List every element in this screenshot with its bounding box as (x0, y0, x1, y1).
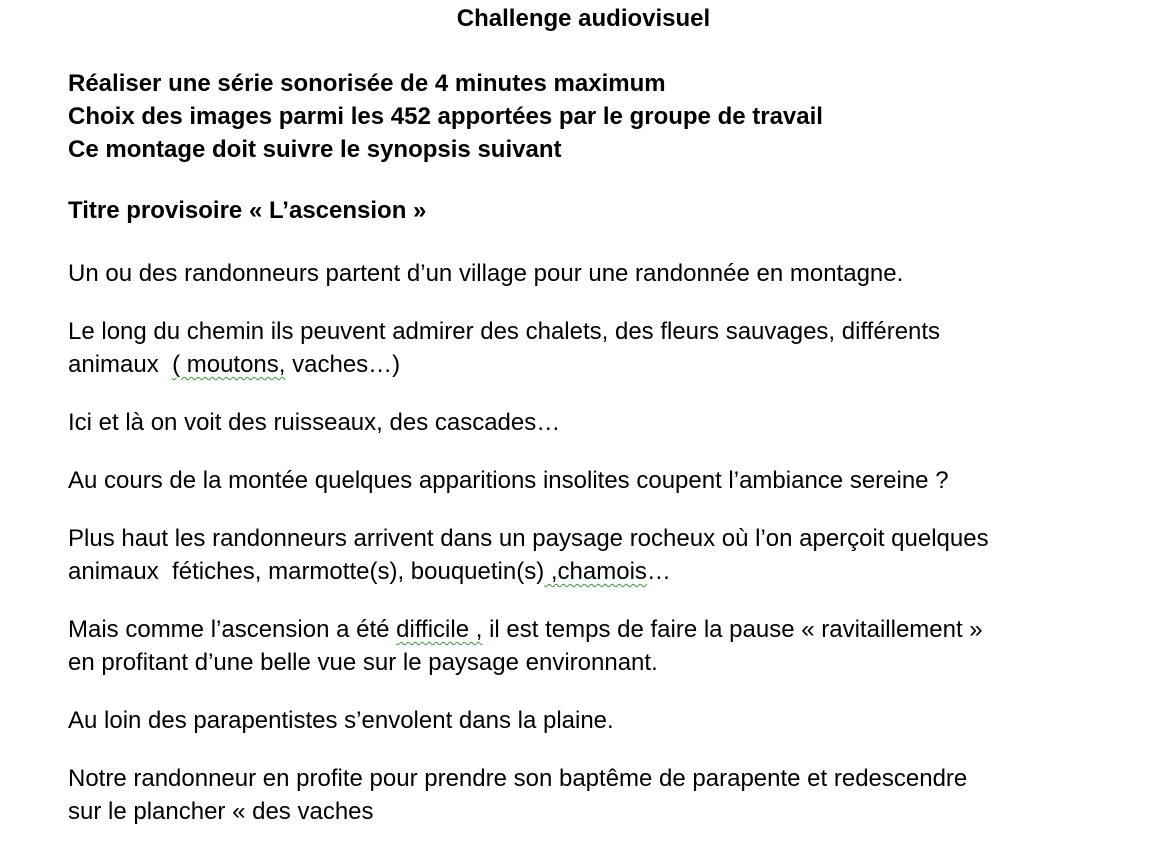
text-line (68, 795, 1137, 828)
paragraph (68, 464, 1137, 497)
paragraph (68, 762, 1137, 828)
brief-line: Ce montage doit suivre le synopsis suivant (68, 136, 562, 163)
text-line (68, 348, 1137, 381)
text-segment: animaux fétiches, marmotte(s), bouquetin(s) (68, 558, 545, 585)
text-line (68, 406, 1137, 439)
text-segment: Mais comme l’ascension a été (68, 616, 397, 643)
brief-block (68, 67, 1137, 166)
text-segment: … (646, 558, 671, 585)
text-segment: Ici et là on voit des ruisseaux, des cascades… (68, 409, 561, 436)
text-segment: animaux (68, 351, 173, 378)
document-title: Challenge audiovisuel (456, 5, 711, 32)
text-line (68, 646, 1137, 679)
paragraph (68, 704, 1137, 737)
spellcheck-underlined-text: difficile , (396, 616, 483, 643)
text-segment: en profitant d’une belle vue sur le paysage environnant. (68, 649, 658, 676)
text-line (68, 555, 1137, 588)
paragraph (68, 315, 1137, 381)
brief-line: Réaliser une série sonorisée de 4 minutes maximum (68, 70, 666, 97)
spellcheck-underlined-text: ( moutons, (172, 351, 286, 378)
text-line (68, 762, 1137, 795)
text-line (68, 257, 1137, 290)
text-line (68, 522, 1137, 555)
spellcheck-underlined-text: ,chamois (544, 558, 647, 585)
text-segment: il est temps de faire la pause « ravitaillement » (482, 616, 983, 643)
text-line (68, 464, 1137, 497)
text-segment: vaches…) (285, 351, 401, 378)
paragraph (68, 257, 1137, 290)
brief-line: Choix des images parmi les 452 apportées par le groupe de travail (68, 103, 823, 130)
paragraph (68, 406, 1137, 439)
paragraph (68, 613, 1137, 679)
text-line (68, 704, 1137, 737)
text-line (68, 315, 1137, 348)
text-segment: Notre randonneur en profite pour prendre son baptême de parapente et redescendre (68, 765, 968, 792)
text-line (68, 613, 1137, 646)
text-segment: Plus haut les randonneurs arrivent dans un paysage rocheux où l’on aperçoit quelques (68, 525, 989, 552)
text-segment: Au cours de la montée quelques apparitions insolites coupent l’ambiance sereine ? (68, 467, 949, 494)
text-segment: Un ou des randonneurs partent d’un village pour une randonnée en montagne. (68, 260, 904, 287)
text-segment: Au loin des parapentistes s’envolent dans la plaine. (68, 707, 614, 734)
paragraph (68, 522, 1137, 588)
text-segment: Le long du chemin ils peuvent admirer des chalets, des fleurs sauvages, différents (68, 318, 941, 345)
text-segment: sur le plancher « des vaches (68, 798, 374, 825)
working-title: Titre provisoire « L’ascension » (68, 197, 427, 224)
